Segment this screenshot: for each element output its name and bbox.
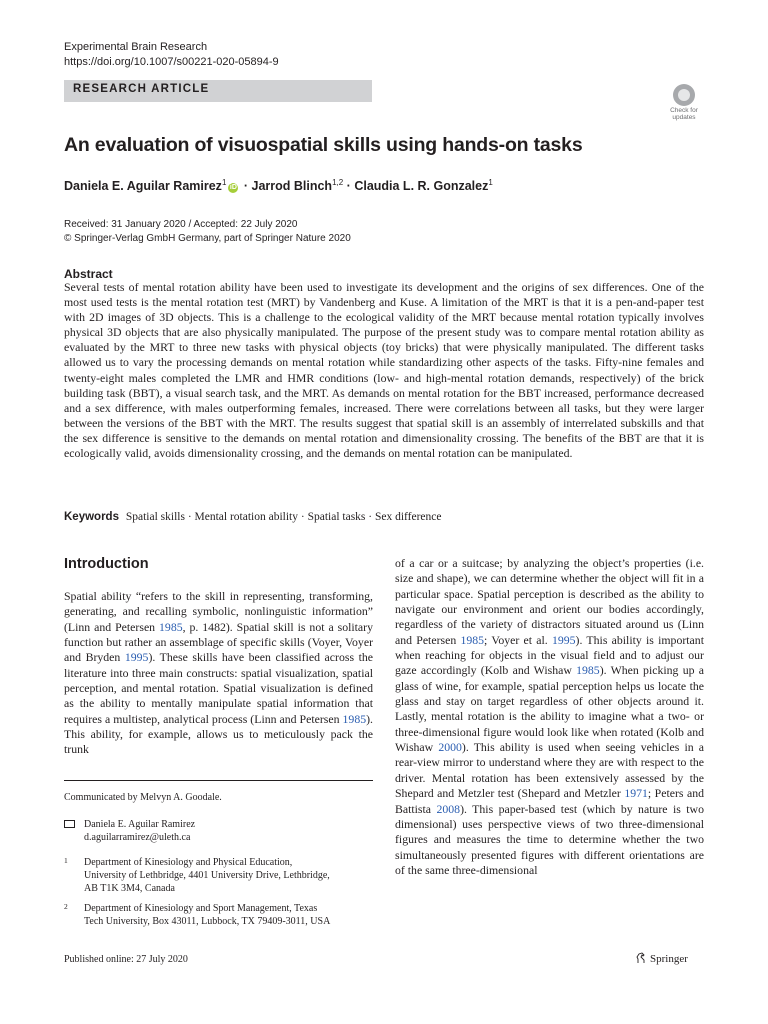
author-name[interactable]: Daniela E. Aguilar Ramirez bbox=[64, 179, 222, 194]
citation-link[interactable]: 1985 bbox=[342, 711, 367, 726]
citation-link[interactable]: 1971 bbox=[624, 786, 648, 801]
citation-link[interactable]: 2000 bbox=[438, 740, 462, 755]
author-name[interactable]: Jarrod Blinch bbox=[251, 179, 333, 194]
affil-line: Department of Kinesiology and Sport Management, Texas bbox=[84, 903, 318, 914]
corr-name: Daniela E. Aguilar Ramirez bbox=[84, 819, 196, 830]
citation-link[interactable]: 1995 bbox=[551, 632, 576, 647]
affil-line: AB T1K 3M4, Canada bbox=[84, 883, 175, 894]
body-column-right bbox=[395, 556, 704, 878]
abstract-heading: Abstract bbox=[64, 267, 113, 281]
citation-link[interactable]: 1985 bbox=[460, 632, 485, 647]
keywords bbox=[64, 511, 442, 523]
badge-line1: Check for bbox=[670, 107, 698, 114]
citation-link[interactable]: 2008 bbox=[436, 801, 461, 816]
body-text: ). This paper-based test (which by nature is two dimensional) uses perspective views of two three-dimensional figures and measures the time to determine whether the two simultaneously presented figures with different orientations are of the same three-dimensional bbox=[395, 801, 704, 877]
footnote-divider bbox=[64, 780, 373, 781]
envelope-icon bbox=[64, 820, 75, 828]
check-updates-icon bbox=[673, 84, 695, 106]
author-name[interactable]: Claudia L. R. Gonzalez bbox=[354, 179, 489, 194]
body-text: Spatial ability “refers to the skill in representing, transforming, generating, and recalling symbolic, nonlinguistic information” (Linn and Petersen bbox=[64, 589, 373, 634]
publisher-logo bbox=[636, 952, 688, 965]
affil-line: Department of Kinesiology and Physical Education, bbox=[84, 857, 293, 868]
body-column-left bbox=[64, 589, 373, 758]
body-text: ). When picking up a glass of wine, for example, spatial perception helps us locate the glass and stay on target regardless of other objects around it. Lastly, mental rotation is the ability to imagine what a two- or three-dimensional figure would look like when rotated (Kolb and Wishaw bbox=[395, 663, 704, 755]
body-text: ). These skills have been classified across the literature into three main constructs: spatial visualization, spatial perception, and mental rotation. Spatial visualization is defined as the ability to mentally manipulate spatial information that requires a multistep, analytical process (Linn and Petersen bbox=[64, 650, 373, 726]
author-list bbox=[64, 178, 493, 193]
citation-link[interactable]: 1985 bbox=[576, 663, 600, 678]
article-type-ribbon bbox=[64, 80, 372, 102]
keywords-text: Spatial skills · Mental rotation ability · Spatial tasks · Sex difference bbox=[125, 511, 442, 523]
springer-horse-icon bbox=[636, 952, 646, 964]
received-accepted: Received: 31 January 2020 / Accepted: 22 July 2020 bbox=[64, 219, 298, 230]
corr-email[interactable]: d.aguilarramirez@uleth.ca bbox=[84, 832, 191, 843]
keywords-label: Keywords bbox=[64, 511, 119, 523]
affil-number: 2 bbox=[64, 902, 68, 911]
citation-link[interactable]: 1995 bbox=[124, 650, 149, 665]
affil-line: Tech University, Box 43011, Lubbock, TX 79409-3011, USA bbox=[84, 916, 331, 927]
publisher-name: Springer bbox=[650, 953, 688, 965]
article-type-label: RESEARCH ARTICLE bbox=[73, 83, 210, 95]
affil-number: 1 bbox=[64, 856, 68, 865]
body-text: ). This ability, for example, allows us to meticulously pack the trunk bbox=[64, 711, 373, 757]
author-affil-sup: 1,2 bbox=[332, 178, 344, 187]
body-text: of a car or a suitcase; by analyzing the object’s properties (i.e. size and shape), we can determine whether the object will fit in a particular space. Spatial perception is described as the ability to navigate our environment and orient our bodies accordingly, regardless of the variety of distractors situated around us (Linn and Petersen bbox=[395, 556, 704, 647]
author-sep: · bbox=[343, 179, 355, 194]
check-for-updates-badge[interactable] bbox=[664, 84, 704, 124]
abstract-text: Several tests of mental rotation ability have been used to investigate its development and the origins of sex differences. One of the most used tests is the mental rotation test (MRT) by Vandenberg and Kuse. A limitation of the MRT is that it is a pen-and-paper test with 2D images of 3D objects. This is a challenge to the ecological validity of the MRT because mental rotation typically involves physical 3D objects that are also physically manipulated. The purpose of the present study was to compare mental rotation ability as evaluated by the MRT to three new tasks with physical objects (toy bricks) that were physically manipulated. The different tasks allowed us to vary the processing demands on mental rotation while standardizing other aspects of the tasks. Fifty-nine females and twenty-eight males completed the LMR and HMR conditions (low- and high-mental rotation demands, respectively) of the brick building task (BBT), a visual search task, and the MRT. As demands on mental rotation for the BBT increased, performance decreased and a sex difference, with males outperforming females, increased. There were correlations between all tasks, but they were larger between the versions of the BBT with the MRT. The results suggest that spatial skill is an assembly of interrelated subskills and that the sex difference is sensitive to the demands on mental rotation and dimensionality crossing. The benefits of the BBT are that it is ecologically valid, avoids dimensionality crossing, and the demands on mental rotation can be manipulated. bbox=[64, 280, 704, 461]
doi-link[interactable]: https://doi.org/10.1007/s00221-020-05894-9 bbox=[64, 56, 279, 68]
body-text: ; Peters and Battista bbox=[395, 786, 704, 816]
communicated-by: Communicated by Melvyn A. Goodale. bbox=[64, 792, 222, 803]
body-text: ). This ability is important when reaching for objects in the visual field and to adjust our gaze accordingly (Kolb and Wishaw bbox=[395, 632, 704, 678]
copyright: © Springer-Verlag GmbH Germany, part of Springer Nature 2020 bbox=[64, 233, 351, 244]
body-text: ; Voyer et al. bbox=[484, 632, 552, 647]
body-text: , p. 1482). Spatial skill is not a solitary function but rather an assemblage of specific skills (Voyer, Voyer and Bryden bbox=[64, 619, 373, 665]
article-dates bbox=[64, 218, 351, 246]
orcid-icon[interactable]: iD bbox=[229, 184, 237, 192]
journal-name: Experimental Brain Research bbox=[64, 41, 208, 53]
body-text: ). This ability is used when seeing vehicles in a rear-view mirror to understand where they are with respect to the driver. Mental rotation has been extensively assessed by the Shepard and Metzler test (Shepard and Metzler bbox=[395, 740, 704, 801]
citation-link[interactable]: 1985 bbox=[159, 619, 183, 634]
published-online: Published online: 27 July 2020 bbox=[64, 954, 188, 965]
affil-line: University of Lethbridge, 4401 University Drive, Lethbridge, bbox=[84, 870, 330, 881]
author-affil-sup: 1 bbox=[221, 178, 227, 187]
author-affil-sup: 1 bbox=[488, 178, 493, 187]
journal-header bbox=[64, 40, 279, 70]
article-title: An evaluation of visuospatial skills using hands-on tasks bbox=[64, 134, 583, 156]
author-sep: · bbox=[240, 179, 252, 194]
introduction-heading: Introduction bbox=[64, 556, 149, 572]
badge-line2: updates bbox=[672, 114, 696, 121]
